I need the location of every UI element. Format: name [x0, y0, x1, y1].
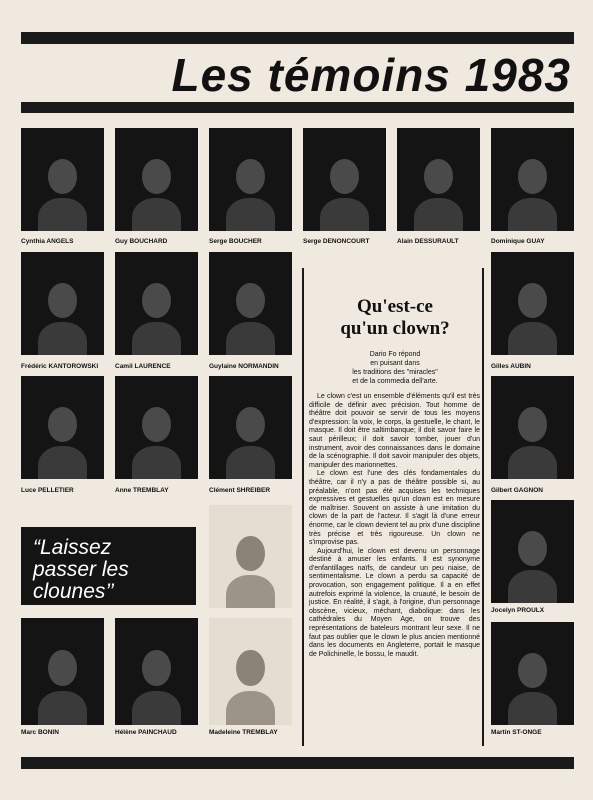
- portrait-photo: [303, 128, 386, 231]
- portrait-photo: [115, 376, 198, 479]
- person-caption: Anne TREMBLAY: [115, 487, 169, 494]
- quote-line: “Laissez: [33, 536, 112, 559]
- article-paragraph: Le clown c'est un ensemble d'éléments qu'il est très difficile de définir avec précision. Tout homme de théâtre doit pouvoir se servir de tous les moyens d'expression: la voix, le corps, la gestuelle, le chant, le masque. Il doit être saltimbanque; il doit savoir faire le saut périlleux; il doit savoir tomber, jouer d'un instrument, avoir des connaissances dans le domaine de la scénographie. Il doit savoir manipuler des objets, manipuler des marionnettes.: [309, 393, 480, 469]
- article-paragraph: Le clown est l'une des clés fondamentales du théâtre, car il n'y a pas de théâtre possible si, au préalable, n'ont pas été acquises les techniques expressives et gestuelles qu'un clown est en mesure de maîtriser. Souvent on assiste à une imitation du clown de la part de l'acteur. Il s'agit là d'une erreur énorme, car le clown devient tel au prix d'une discipline très précise et très rigoureuse. Un clown ne s'improvise pas.: [309, 470, 480, 547]
- person-caption: Serge BOUCHER: [209, 238, 262, 245]
- quote-line: passer les: [33, 558, 129, 581]
- person-caption: Cynthia ANGELS: [21, 238, 74, 245]
- portrait-photo: [209, 376, 292, 479]
- page-title: Les témoins 1983: [171, 49, 571, 101]
- title-underline: [21, 102, 574, 113]
- person-caption: Serge DENONCOURT: [303, 238, 370, 245]
- portrait-photo: [209, 128, 292, 231]
- top-rule: [21, 32, 574, 44]
- portrait-photo: [115, 128, 198, 231]
- person-caption: Jocelyn PROULX: [491, 607, 545, 614]
- portrait-photo: [491, 500, 574, 603]
- portrait-photo: [21, 128, 104, 231]
- person-caption: Camil LAURENCE: [115, 363, 171, 370]
- person-caption: Madeleine TREMBLAY: [209, 729, 278, 736]
- person-caption: Alain DESSURAULT: [397, 238, 459, 245]
- person-caption: Marc BONIN: [21, 729, 59, 736]
- portrait-photo: [491, 128, 574, 231]
- person-caption: Luce PELLETIER: [21, 487, 74, 494]
- person-caption: Martin ST-ONGE: [491, 729, 542, 736]
- portrait-photo: [209, 618, 292, 725]
- article-body: [309, 393, 480, 659]
- portrait-photo: [21, 618, 104, 725]
- article-intro: Dario Fo répond en puisant dans les traditions des "miracles" et de la commedia dell'arte.: [352, 351, 438, 385]
- person-caption: Frédéric KANTOROWSKI: [21, 363, 99, 370]
- portrait-photo: [397, 128, 480, 231]
- quote-box: [21, 527, 196, 605]
- portrait-photo: [115, 252, 198, 355]
- person-caption: Dominique GUAY: [491, 238, 545, 245]
- portrait-photo: [209, 252, 292, 355]
- portrait-photo: [21, 376, 104, 479]
- portrait-photo: [491, 252, 574, 355]
- portrait-photo: [21, 252, 104, 355]
- portrait-photo: [491, 376, 574, 479]
- person-caption: Clément SHREIBER: [209, 487, 271, 494]
- person-caption: Hélène PAINCHAUD: [115, 729, 177, 736]
- quote-line: clounes’’: [33, 580, 114, 603]
- portrait-photo: [115, 618, 198, 725]
- person-caption: Gilbert GAGNON: [491, 487, 544, 494]
- article-paragraph: Aujourd'hui, le clown est devenu un personnage destiné à amuser les enfants. Il est synonyme d'enfantillages naïfs, de candeur un peu niaise, de sentimentalisme. Le clown a perdu sa capacité de provocation, son engagement politique. Il a en effet autrefois exprimé la violence, la cruauté, le besoin de justice. En réalité, il s'agit, à l'origine, d'un personnage obscène, vicieux, méchant, diabolique: dans les cathédrales du Moyen Age, on trouve des représentations de bateleurs montrant leur sexe. Il ne faut pas oublier que le clown le plus ancien mentionné dans les documents en Angleterre, portait le masque de Polichinelle, le bossu, le maudit.: [309, 547, 480, 658]
- article-left-rule: [302, 268, 304, 746]
- person-caption: Gilles AUBIN: [491, 363, 531, 370]
- bottom-rule: [21, 757, 574, 769]
- portrait-photo: [209, 505, 292, 608]
- person-caption: Guy BOUCHARD: [115, 238, 168, 245]
- article-title: Qu'est-ce qu'un clown?: [340, 296, 450, 339]
- person-caption: Guylaine NORMANDIN: [209, 363, 279, 370]
- portrait-photo: [491, 622, 574, 725]
- article-right-rule: [482, 268, 484, 746]
